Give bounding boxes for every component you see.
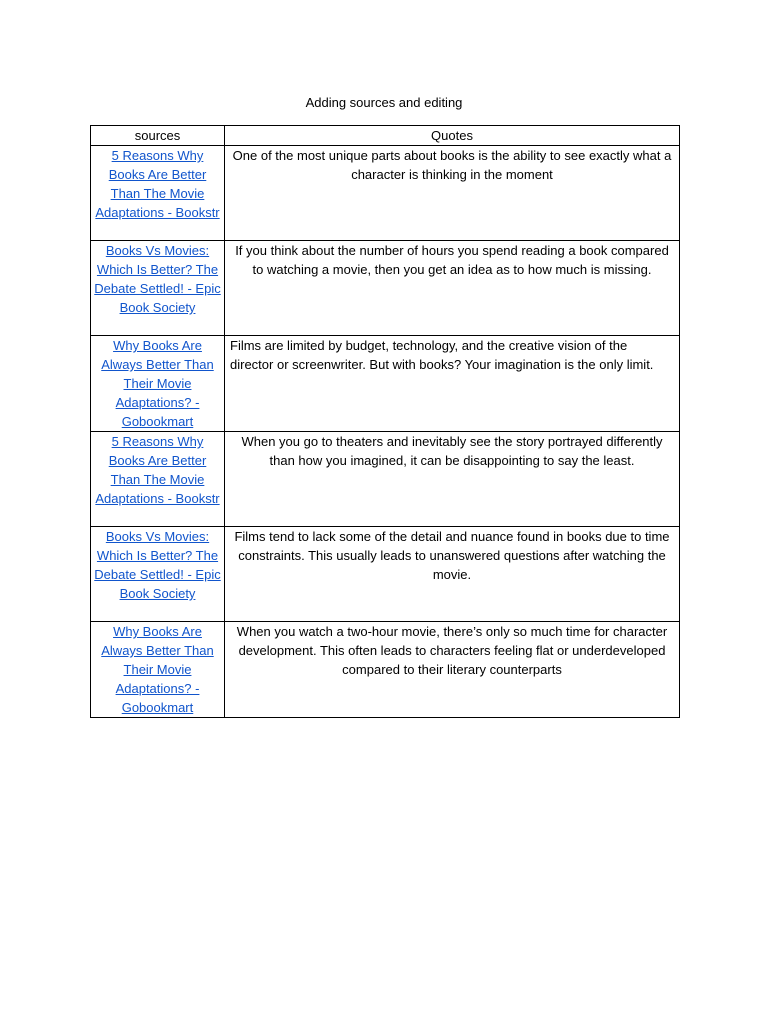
source-cell [91,432,225,527]
page-title: Adding sources and editing [305,95,463,110]
quote-cell: Films are limited by budget, technology, and the creative vision of the director or screenwriter. But with books? Your imagination is the only limit. [225,336,680,432]
quote-cell: Films tend to lack some of the detail and nuance found in books due to time constraints. This usually leads to unanswered questions after watching the movie. [225,527,680,622]
quote-cell: One of the most unique parts about books is the ability to see exactly what a character is thinking in the moment [225,146,680,241]
source-link[interactable]: Books Vs Movies: Which Is Better? The Debate Settled! - Epic Book Society [94,243,221,315]
source-link[interactable]: Books Vs Movies: Which Is Better? The Debate Settled! - Epic Book Society [94,529,221,601]
table-header-row [91,126,680,146]
quote-cell: If you think about the number of hours you spend reading a book compared to watching a movie, then you get an idea as to how much is missing. [225,241,680,336]
column-header-sources: sources [91,126,225,146]
source-cell [91,241,225,336]
source-link[interactable]: 5 Reasons Why Books Are Better Than The Movie Adaptations - Bookstr [95,434,220,506]
source-link[interactable]: Why Books Are Always Better Than Their Movie Adaptations? - Gobookmart [101,624,214,715]
table-row [91,146,680,241]
quote-cell: When you go to theaters and inevitably see the story portrayed differently than how you imagined, it can be disappointing to say the least. [225,432,680,527]
sources-quotes-table [90,125,680,718]
source-cell [91,336,225,432]
source-link[interactable]: 5 Reasons Why Books Are Better Than The Movie Adaptations - Bookstr [95,148,220,220]
source-link[interactable]: Why Books Are Always Better Than Their Movie Adaptations? - Gobookmart [101,338,214,429]
table-row [91,432,680,527]
column-header-quotes: Quotes [225,126,680,146]
quote-cell: When you watch a two-hour movie, there’s only so much time for character development. This often leads to characters feeling flat or underdeveloped compared to their literary counterparts [225,622,680,718]
source-cell [91,622,225,718]
table-row [91,336,680,432]
table-row [91,622,680,718]
table-row [91,527,680,622]
table-row [91,241,680,336]
source-cell [91,146,225,241]
source-cell [91,527,225,622]
